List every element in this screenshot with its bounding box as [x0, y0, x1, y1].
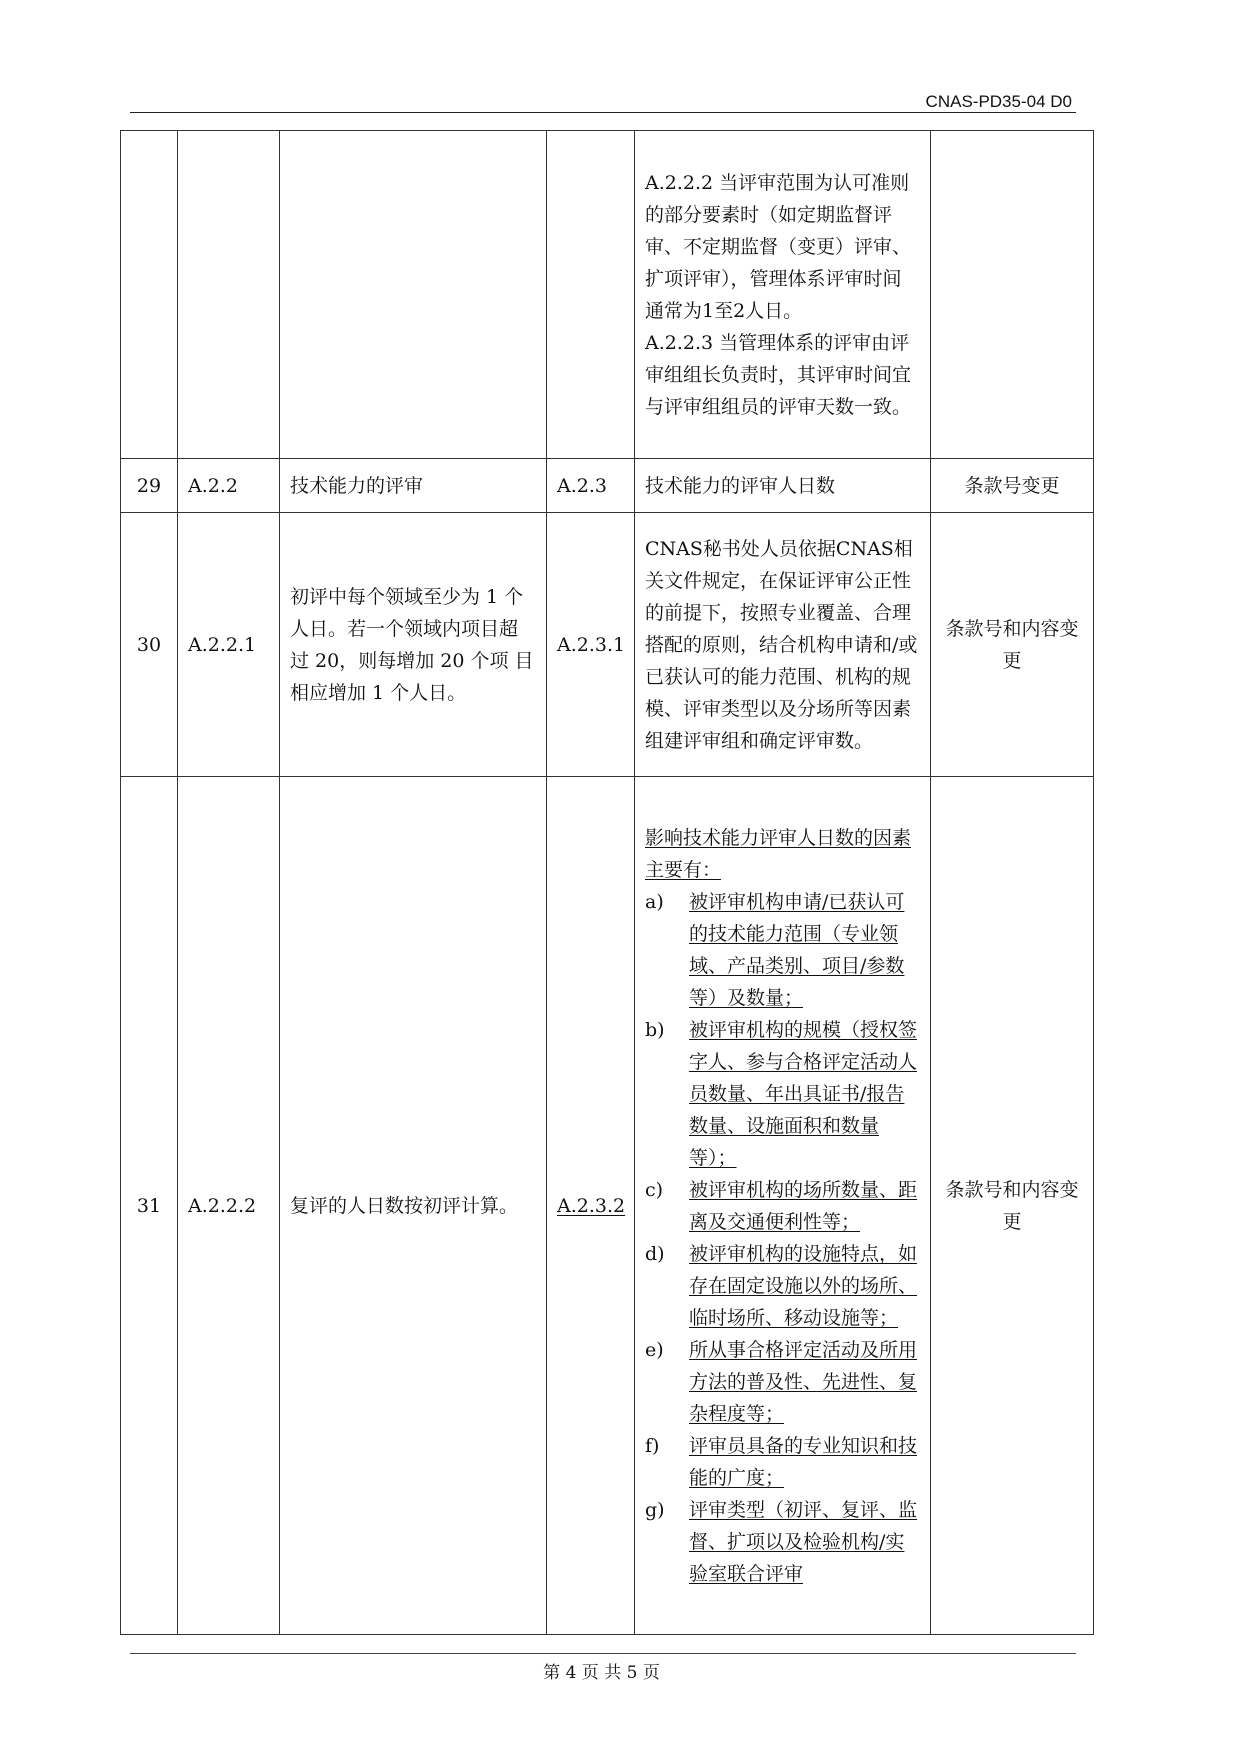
- list-item: [645, 1174, 920, 1238]
- change-note: 条款号和内容变更: [931, 777, 1094, 1635]
- list-text: 被评审机构的规模（授权签字人、参与合格评定活动人员数量、年出具证书/报告数量、设施面积和数量等）；: [689, 1018, 918, 1169]
- table-row: [121, 131, 1094, 459]
- new-content-paragraph: A.2.2.2 当评审范围为认可准则的部分要素时（如定期监督评审、不定期监督（变更）评审、扩项评审），管理体系评审时间通常为1至2人日。: [645, 171, 912, 322]
- list-text: 评审类型（初评、复评、监督、扩项以及检验机构/实验室联合评审: [689, 1498, 918, 1585]
- new-clause: A.2.3.1: [547, 513, 635, 777]
- new-clause: A.2.3: [547, 459, 635, 513]
- new-clause: [547, 131, 635, 459]
- list-item: [645, 886, 920, 1014]
- new-clause-text: A.2.3.2: [557, 1194, 626, 1217]
- old-clause: [178, 131, 280, 459]
- list-marker: a): [645, 890, 664, 913]
- page-number: 第 4 页 共 5 页: [543, 1663, 660, 1683]
- factor-list: [645, 886, 920, 1590]
- new-content: [635, 131, 931, 459]
- list-marker: d): [645, 1242, 665, 1265]
- new-clause: [547, 777, 635, 1635]
- list-item: [645, 1014, 920, 1174]
- old-content: 复评的人日数按初评计算。: [280, 777, 547, 1635]
- row-number: 30: [121, 513, 178, 777]
- table-row: [121, 513, 1094, 777]
- change-note: 条款号变更: [931, 459, 1094, 513]
- change-note: 条款号和内容变更: [931, 513, 1094, 777]
- list-item: [645, 1430, 920, 1494]
- document-code: CNAS-PD35-04 D0: [925, 92, 1072, 111]
- new-content: CNAS秘书处人员依据CNAS相关文件规定，在保证评审公正性的前提下，按照专业覆盖、合理搭配的原则，结合机构申请和/或已获认可的能力范围、机构的规模、评审类型以及分场所等因素组建评审组和确定评审数。: [635, 513, 931, 777]
- header-rule: [130, 112, 1076, 113]
- list-text: 被评审机构申请/已获认可的技术能力范围（专业领域、产品类别、项目/参数等）及数量；: [689, 890, 905, 1009]
- old-clause: A.2.2.2: [178, 777, 280, 1635]
- row-number: 31: [121, 777, 178, 1635]
- list-text: 被评审机构的场所数量、距离及交通便利性等；: [689, 1178, 918, 1233]
- change-note: [931, 131, 1094, 459]
- new-content-paragraph: A.2.2.3 当管理体系的评审由评审组组长负责时，其评审时间宜与评审组组员的评审天数一致。: [645, 331, 912, 418]
- list-item: [645, 1334, 920, 1430]
- old-content: 技术能力的评审: [280, 459, 547, 513]
- list-text: 评审员具备的专业知识和技能的广度；: [689, 1434, 918, 1489]
- old-clause: A.2.2: [178, 459, 280, 513]
- list-item: [645, 1494, 920, 1590]
- list-text: 所从事合格评定活动及所用方法的普及性、先进性、复杂程度等；: [689, 1338, 918, 1425]
- row-number: [121, 131, 178, 459]
- revision-table: [120, 130, 1094, 1635]
- table-row: [121, 459, 1094, 513]
- list-marker: f): [645, 1434, 660, 1457]
- new-content-intro: 影响技术能力评审人日数的因素主要有：: [645, 826, 912, 881]
- table-row: [121, 777, 1094, 1635]
- new-content: [635, 777, 931, 1635]
- row-number: 29: [121, 459, 178, 513]
- old-clause: A.2.2.1: [178, 513, 280, 777]
- old-content: 初评中每个领域至少为 1 个人日。若一个领域内项目超过 20，则每增加 20 个项 目相应增加 1 个人日。: [280, 513, 547, 777]
- footer-rule: [130, 1653, 1076, 1654]
- list-marker: g): [645, 1498, 665, 1521]
- list-item: [645, 1238, 920, 1334]
- old-content: [280, 131, 547, 459]
- list-marker: c): [645, 1178, 664, 1201]
- list-text: 被评审机构的设施特点，如存在固定设施以外的场所、临时场所、移动设施等；: [689, 1242, 918, 1329]
- new-content: 技术能力的评审人日数: [635, 459, 931, 513]
- list-marker: b): [645, 1018, 665, 1041]
- list-marker: e): [645, 1338, 664, 1361]
